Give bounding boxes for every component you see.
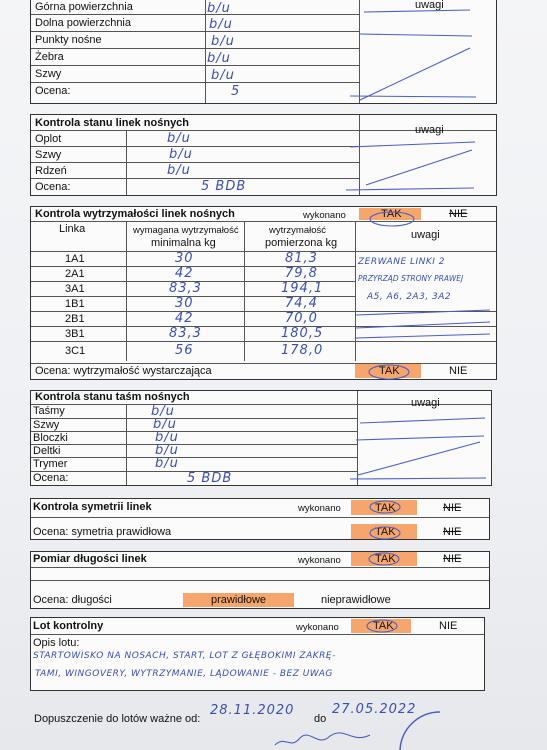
value-straps: b/u [151, 404, 175, 419]
section-title: Kontrola wytrzymałości linek nośnych [35, 208, 235, 220]
col-header-measured: wytrzymałość [269, 225, 327, 236]
value-rating: 5 BDB [201, 179, 247, 194]
value-seams: b/u [153, 417, 177, 432]
value-seams: b/u [211, 68, 235, 83]
row-label-core: Rdzeń [35, 165, 67, 177]
correct-option[interactable]: prawidłowe [211, 594, 267, 606]
tak-option[interactable]: TAK [381, 208, 402, 220]
col-header-required: wymagana wytrzymałość [133, 225, 239, 236]
required-value: 83,3 [169, 281, 202, 296]
row-label-straps: Taśmy [33, 405, 65, 417]
valid-from-date: 28.11.2020 [210, 703, 295, 718]
length-rating-label: Ocena: długości [33, 594, 112, 606]
row-label-ribs: Żebra [35, 51, 64, 63]
flight-description-label: Opis lotu: [33, 637, 80, 649]
required-value: 83,3 [169, 326, 202, 341]
remarks-handwritten: A5, A6, 2A3, 3A2 [367, 292, 452, 302]
uwagi-label: uwagi [415, 0, 444, 11]
line-id: 3C1 [65, 345, 86, 357]
remarks-handwritten: PRZYRZĄD STRONY PRAWEJ [358, 274, 464, 283]
row-label-seams: Szwy [35, 149, 62, 161]
incorrect-option[interactable]: nieprawidłowe [321, 594, 391, 606]
measured-value: 178,0 [281, 343, 324, 358]
remarks-handwritten: ZERWANE LINKI 2 [358, 257, 446, 267]
required-value: 30 [175, 296, 194, 311]
required-value: 42 [175, 266, 194, 281]
measured-value: 194,1 [281, 281, 324, 296]
value-rating: 5 [231, 84, 241, 99]
section-title: Kontrola stanu linek nośnych [35, 117, 190, 129]
rating-tak-option[interactable]: TAK [375, 526, 396, 538]
section-title: Kontrola symetrii linek [33, 501, 152, 513]
value-trimmer: b/u [155, 456, 179, 471]
flight-description-line1: STARTOWISKO NA NOSACH, START, LOT Z GŁĘBOKIMI ZAKRĘ- [33, 651, 336, 661]
nie-option[interactable]: NIE [443, 502, 462, 514]
value-core: b/u [167, 163, 191, 178]
value-pulleys: b/u [155, 430, 179, 445]
measured-value: 74,4 [285, 296, 318, 311]
row-label-rating: Ocena: [35, 181, 71, 193]
wykonano-label: wykonano [298, 555, 341, 566]
symmetry-rating-label: Ocena: symetria prawidłowa [33, 526, 172, 538]
col-header-measured-unit: pomierzona kg [265, 237, 338, 249]
col-header-line: Linka [59, 223, 86, 235]
row-label-trimmer: Trymer [33, 458, 68, 470]
row-label-load-points: Punkty nośne [35, 34, 102, 46]
value-seams: b/u [169, 147, 193, 162]
tak-option[interactable]: TAK [375, 502, 396, 514]
nie-option[interactable]: NIE [443, 553, 462, 565]
row-label-sheath: Oplot [35, 133, 62, 145]
flight-description-line2: TAMI, WINGOVERY, WYTRZYMANIE, LĄDOWANIE - BEZ UWAG [35, 669, 333, 679]
uwagi-label: uwagi [411, 397, 440, 409]
to-label: do [314, 713, 327, 725]
row-label-rating: Ocena: [33, 472, 69, 484]
required-value: 56 [175, 343, 194, 358]
row-label-seams: Szwy [35, 68, 62, 80]
value-ribs: b/u [207, 51, 231, 66]
nie-option[interactable]: NIE [449, 208, 468, 220]
nie-option[interactable]: NIE [439, 620, 458, 632]
value-deltas: b/u [155, 443, 179, 458]
valid-to-date: 27.05.2022 [332, 702, 417, 717]
required-value: 30 [175, 251, 194, 266]
wykonano-label: wykonano [298, 503, 341, 514]
required-value: 42 [175, 311, 194, 326]
line-id: 3A1 [65, 283, 85, 295]
measured-value: 81,3 [285, 251, 318, 266]
section-title: Kontrola stanu taśm nośnych [35, 391, 190, 403]
row-label-rating: Ocena: [35, 85, 71, 97]
col-header-required-unit: minimalna kg [151, 237, 216, 249]
value-load-points: b/u [211, 34, 235, 49]
line-id: 1B1 [65, 298, 85, 310]
strength-rating-label: Ocena: wytrzymałość wystarczająca [35, 365, 212, 377]
rating-nie-option[interactable]: NIE [443, 526, 462, 538]
row-label-deltas: Deltki [33, 445, 61, 457]
line-id: 3B1 [65, 328, 85, 340]
measured-value: 180,5 [281, 326, 324, 341]
row-label-upper-surface: Górna powierzchnia [35, 1, 133, 13]
uwagi-label: uwagi [415, 124, 444, 136]
measured-value: 79,8 [285, 266, 318, 281]
row-label-pulleys: Bloczki [33, 432, 68, 444]
validity-label: Dopuszczenie do lotów ważne od: [34, 713, 201, 725]
uwagi-label: uwagi [411, 229, 440, 241]
line-id: 2B1 [65, 313, 85, 325]
section-title: Lot kontrolny [33, 620, 104, 632]
line-id: 2A1 [65, 268, 85, 280]
row-label-lower-surface: Dolna powierzchnia [35, 17, 131, 29]
measured-value: 70,0 [285, 311, 318, 326]
value-upper-surface: b/u [207, 1, 231, 16]
value-rating: 5 BDB [187, 471, 233, 486]
line-id: 1A1 [65, 253, 85, 265]
wykonano-label: wykonano [296, 622, 339, 633]
rating-tak-option[interactable]: TAK [379, 365, 400, 377]
row-label-seams: Szwy [33, 419, 60, 431]
value-sheath: b/u [167, 131, 191, 146]
rating-nie-option[interactable]: NIE [449, 365, 468, 377]
section-title: Pomiar długości linek [33, 553, 147, 565]
wykonano-label: wykonano [303, 210, 346, 221]
tak-option[interactable]: TAK [373, 620, 394, 632]
tak-option[interactable]: TAK [375, 553, 396, 565]
value-lower-surface: b/u [209, 17, 233, 32]
